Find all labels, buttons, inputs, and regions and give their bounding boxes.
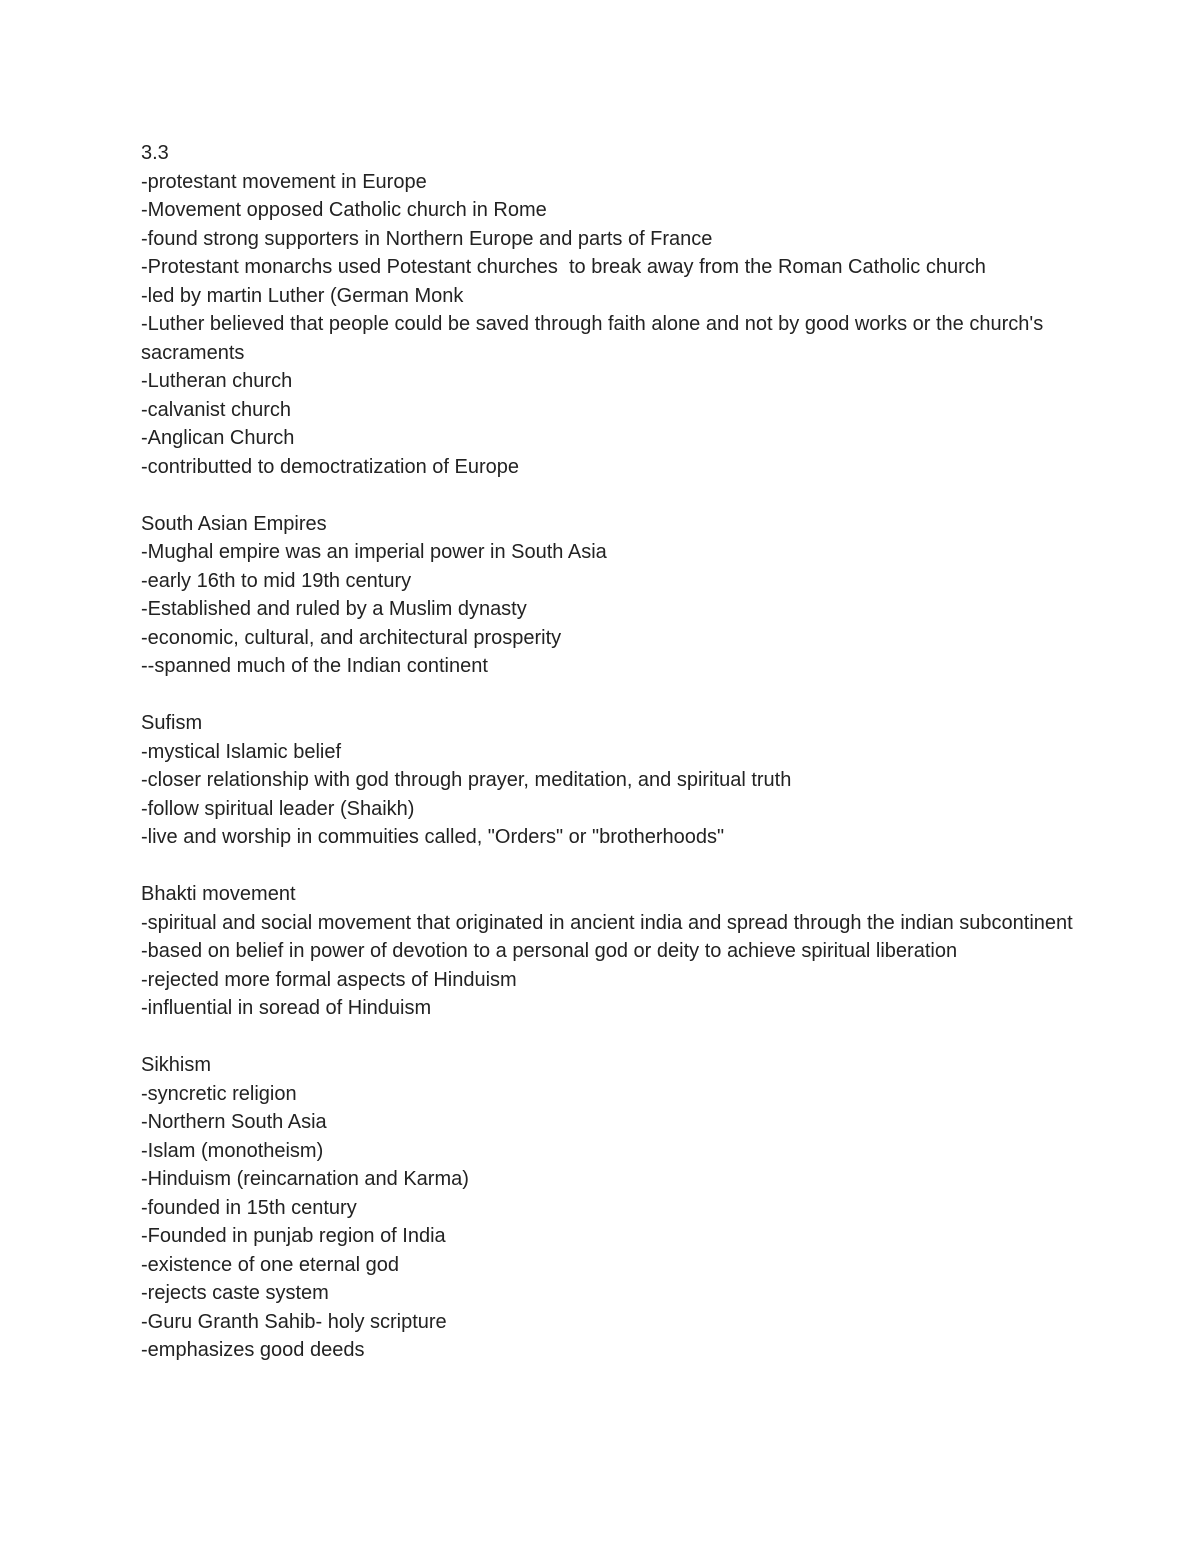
notes-body bbox=[141, 139, 1101, 1365]
note-line: -Movement opposed Catholic church in Rome bbox=[141, 199, 547, 221]
note-line: -Established and ruled by a Muslim dynasty bbox=[141, 598, 527, 620]
note-line: -Hinduism (reincarnation and Karma) bbox=[141, 1168, 469, 1190]
section-spacer bbox=[141, 681, 1101, 710]
note-line: -live and worship in commuities called, "Orders" or "brotherhoods" bbox=[141, 826, 725, 848]
note-line: -Protestant monarchs used Potestant churches to break away from the Roman Catholic church bbox=[141, 256, 986, 278]
note-line: -Islam (monotheism) bbox=[141, 1139, 324, 1162]
section-sikhism bbox=[141, 1051, 1101, 1365]
note-line: -calvanist church bbox=[141, 398, 292, 421]
section-bhakti-movement bbox=[141, 880, 1101, 1023]
section-heading: Sufism bbox=[141, 712, 203, 734]
note-line: -Luther believed that people could be saved through faith alone and not by good works or the church's sacraments bbox=[141, 313, 1049, 364]
section-protestant bbox=[141, 139, 1101, 481]
section-spacer bbox=[141, 852, 1101, 881]
note-line: -Guru Granth Sahib- holy scripture bbox=[141, 1310, 447, 1333]
note-line: -found strong supporters in Northern Europe and parts of France bbox=[141, 227, 713, 250]
section-heading: South Asian Empires bbox=[141, 512, 327, 535]
note-line: -existence of one eternal god bbox=[141, 1253, 399, 1276]
note-line: -syncretic religion bbox=[141, 1082, 297, 1105]
note-line: -economic, cultural, and architectural prosperity bbox=[141, 626, 562, 649]
note-line: -protestant movement in Europe bbox=[141, 170, 427, 193]
section-heading: 3.3 bbox=[141, 142, 169, 164]
note-line: -influential in soread of Hinduism bbox=[141, 997, 432, 1019]
note-line: -Anglican Church bbox=[141, 427, 295, 449]
section-heading: Sikhism bbox=[141, 1054, 212, 1076]
note-line: -Northern South Asia bbox=[141, 1111, 327, 1133]
note-line: -Founded in punjab region of India bbox=[141, 1225, 446, 1247]
section-spacer bbox=[141, 1023, 1101, 1052]
note-line: -Lutheran church bbox=[141, 370, 293, 392]
section-sufism bbox=[141, 709, 1101, 852]
note-line: -founded in 15th century bbox=[141, 1196, 357, 1219]
note-line: -rejects caste system bbox=[141, 1282, 329, 1304]
section-spacer bbox=[141, 481, 1101, 510]
note-line: -contributted to democtratization of Europe bbox=[141, 455, 519, 478]
note-line: -closer relationship with god through prayer, meditation, and spiritual truth bbox=[141, 769, 792, 791]
note-line: -spiritual and social movement that originated in ancient india and spread through the indian subcontinent bbox=[141, 911, 1073, 934]
note-line: -based on belief in power of devotion to a personal god or deity to achieve spiritual liberation bbox=[141, 940, 958, 962]
note-line: --spanned much of the Indian continent bbox=[141, 655, 488, 677]
note-line: -early 16th to mid 19th century bbox=[141, 569, 412, 592]
note-line: -emphasizes good deeds bbox=[141, 1339, 365, 1361]
section-south-asian-empires bbox=[141, 510, 1101, 681]
note-line: -follow spiritual leader (Shaikh) bbox=[141, 797, 415, 820]
section-heading: Bhakti movement bbox=[141, 883, 296, 905]
note-line: -rejected more formal aspects of Hinduism bbox=[141, 968, 517, 991]
note-line: -mystical Islamic belief bbox=[141, 740, 342, 763]
note-line: -led by martin Luther (German Monk bbox=[141, 284, 464, 307]
note-line: -Mughal empire was an imperial power in South Asia bbox=[141, 541, 607, 563]
